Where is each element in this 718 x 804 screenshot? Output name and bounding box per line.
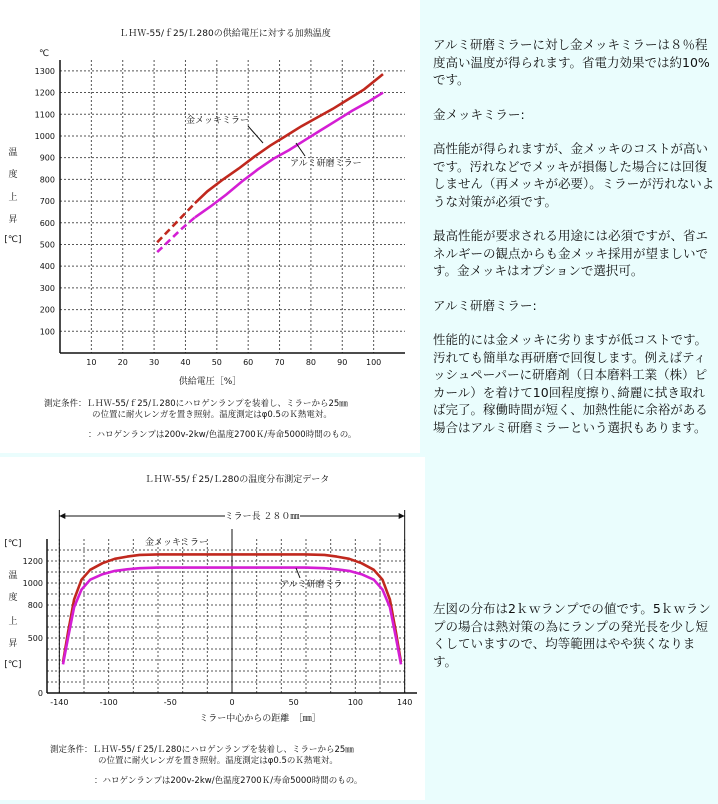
chart1-y-label-char: 温 [8, 148, 18, 158]
chart1-y-tick-label: 200 [39, 305, 55, 315]
chart2-x-tick-label: 140 [397, 698, 413, 707]
gold-mirror-body-2: 最高性能が要求される用途には必須ですが、省エネルギーの観点からも金メッキ採用が望ましいです。金メッキはオプションで選択可。 [433, 228, 709, 278]
chart1-x-label: 供給電圧［%］ [178, 377, 242, 387]
chart2-y-tick-label: 0 [37, 689, 43, 698]
chart1-x-tick-label: 50 [211, 358, 222, 367]
chart1-x-tick-label: 20 [117, 358, 128, 367]
chart1-y-tick-label: 300 [39, 283, 55, 293]
temperature-distribution-chart-panel [0, 457, 425, 800]
chart2-y-label-char: [℃] [4, 539, 22, 549]
chart1-x-ticks [86, 358, 381, 367]
chart1-series-0-line [195, 74, 383, 203]
chart1-y-label-char: 度 [8, 170, 18, 180]
voltage-temperature-chart [0, 0, 420, 453]
chart1-y-tick-label: 1200 [34, 88, 55, 98]
chart2-x-tick-label: -50 [163, 698, 177, 707]
chart2-y-tick-label: 1000 [22, 579, 43, 588]
chart2-y-label-char: 昇 [8, 639, 18, 649]
chart1-x-tick-label: 70 [274, 358, 285, 367]
chart2-x-tick-label: 0 [229, 698, 235, 707]
chart1-y-label [4, 147, 21, 245]
distribution-note-column [433, 600, 715, 670]
chart1-legend-alu-pointer [296, 143, 305, 156]
chart1-x-tick-label: 30 [148, 358, 160, 367]
chart2-annotation-right-arrowhead [399, 513, 405, 519]
chart1-x-tick-label: 90 [337, 358, 348, 367]
chart2-note-2: の位置に耐火レンガを置き照射。温度測定はφ0.5のＫ熱電対。 [98, 756, 338, 766]
chart1-note-2: の位置に耐火レンガを置き照射。温度測定はφ0.5のＫ熱電対。 [92, 410, 332, 420]
chart2-x-label: ミラー中心からの距離 ［㎜］ [199, 714, 321, 724]
chart2-x-tick-label: 100 [347, 698, 363, 707]
chart1-x-tick-label: 40 [180, 358, 191, 367]
chart1-y-tick-label: 1100 [34, 110, 55, 120]
gold-mirror-body-1: 高性能が得られますが、金メッキのコストが高いです。汚れなどでメッキが損傷した場合には回復しません（再メッキが必要）。ミラーが汚れないような対策が必須です。 [433, 141, 715, 209]
chart2-y-tick-label: 500 [27, 634, 43, 643]
description-column [433, 36, 715, 436]
chart2-legend-gold: 金メッキミラー [145, 538, 209, 548]
chart1-legend-alu: アルミ研磨ミラー [290, 159, 362, 169]
chart2-legend-alu: アルミ研磨ミラ [280, 580, 343, 590]
chart1-y-tick-label: 1000 [34, 131, 55, 141]
chart1-note-3: ：ハロゲンランプは200v-2kw/色温度2700Ｋ/寿命5000時間のもの。 [88, 430, 357, 440]
voltage-temperature-chart-panel [0, 0, 420, 453]
chart1-y-tick-label: 700 [39, 197, 55, 207]
alu-mirror-heading: アルミ研磨ミラー: [433, 297, 537, 313]
chart2-y-ticks [23, 557, 43, 698]
chart2-annotation-left-arrowhead [59, 513, 65, 519]
chart1-legend-gold-pointer [248, 126, 263, 143]
chart2-y-tick-label: 1200 [22, 557, 43, 566]
chart2-x-tick-label: -100 [99, 698, 118, 707]
alu-mirror-body: 性能的には金メッキに劣りますが低コストです。汚れても簡単な再研磨で回復します。例えばティッシュペーパーに研磨剤（日本磨料工業（株）ピカール）を着けて10回程度擦り､綺麗に拭き取れば完了。稼働時間が短く、加熱性能に余裕がある場合はアルミ研磨ミラーという選択もあります。 [433, 332, 708, 435]
chart1-y-ticks [35, 67, 55, 336]
chart1-y-tick-label: 100 [39, 327, 55, 337]
chart1-y-tick-label: 900 [39, 153, 55, 163]
chart2-legend-alu-pointer [296, 568, 300, 578]
chart1-title: ＬＨＷ-55/ｆ25/Ｌ280の供給電圧に対する加熱温度 [119, 29, 331, 39]
chart2-y-tick-label: 800 [27, 601, 43, 610]
chart1-y-tick-label: 1300 [34, 66, 55, 76]
chart1-x-tick-label: 80 [305, 358, 317, 367]
chart2-note-1: 測定条件：ＬＨＷ-55/ｆ25/Ｌ280にハロゲンランプを装着し、ミラーから25㎜ [50, 745, 354, 755]
chart2-y-label-char: 度 [8, 593, 18, 603]
chart1-y-tick-label: 400 [39, 262, 55, 272]
chart1-series-1-line [195, 93, 383, 218]
chart1-grid [60, 60, 405, 353]
chart1-x-tick-label: 60 [243, 358, 254, 367]
description-intro: アルミ研磨ミラーに対し金メッキミラーは８％程度高い温度が得られます。省電力効果では約10%です。 [433, 37, 710, 87]
chart2-x-ticks [50, 698, 412, 707]
chart1-legend-gold: 金メッキミラー [186, 116, 250, 126]
distribution-note: 左図の分布は2ｋｗランプでの値です。5ｋｗランプの場合は熱対策の為にランプの発光長を少し短くしていますので、均等範囲はやや狭くなります。 [433, 601, 711, 669]
gold-mirror-heading: 金メッキミラー: [433, 106, 525, 122]
chart1-unit-label: ℃ [38, 49, 50, 59]
chart1-y-label-char: [℃] [4, 235, 22, 245]
chart2-annotation-text: ミラー長 ２８０㎜ [224, 512, 300, 522]
chart2-y-label-char: [℃] [4, 660, 22, 670]
chart2-note-3: ：ハロゲンランプは200v-2kw/色温度2700Ｋ/寿命5000時間のもの。 [94, 776, 363, 786]
chart1-note-1: 測定条件：ＬＨＷ-55/ｆ25/Ｌ280にハロゲンランプを装着し、ミラーから25㎜ [44, 399, 348, 409]
chart1-y-label-char: 上 [8, 193, 18, 203]
chart1-y-tick-label: 800 [39, 175, 55, 185]
chart2-y-label [4, 539, 21, 670]
chart2-x-tick-label: -140 [50, 698, 69, 707]
chart1-x-tick-label: 10 [86, 358, 97, 367]
chart1-x-tick-label: 100 [365, 358, 382, 367]
chart1-y-label-char: 昇 [8, 215, 18, 225]
chart2-x-tick-label: 50 [288, 698, 299, 707]
chart2-y-label-char: 上 [8, 617, 18, 627]
chart1-y-tick-label: 600 [39, 218, 55, 228]
chart1-y-tick-label: 500 [39, 240, 55, 250]
chart2-title: ＬＨＷ-55/ｆ25/Ｌ280の温度分布測定データ [144, 475, 330, 485]
chart2-y-label-char: 温 [8, 571, 18, 581]
